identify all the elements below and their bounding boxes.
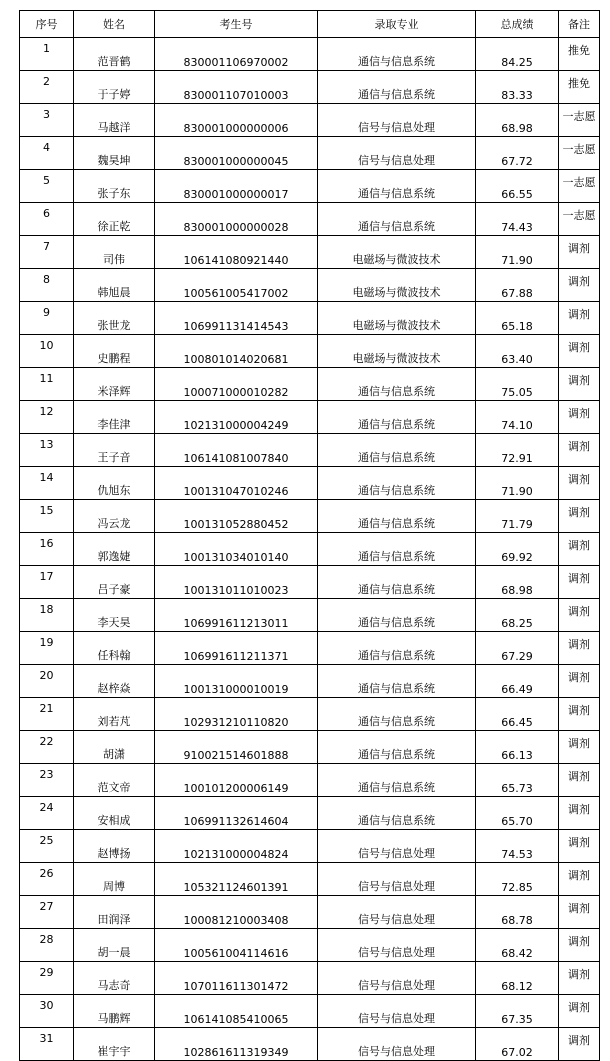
cell-exam-id: 100131047010246 (155, 467, 318, 500)
header-remark: 备注 (559, 11, 600, 38)
cell-remark: 调剂 (559, 995, 600, 1028)
cell-name: 刘若芃 (74, 698, 155, 731)
cell-name: 崔宇宇 (74, 1028, 155, 1061)
cell-name: 史鹏程 (74, 335, 155, 368)
cell-remark: 调剂 (559, 500, 600, 533)
table-row (20, 797, 600, 830)
cell-name: 李佳津 (74, 401, 155, 434)
cell-index: 9 (20, 302, 74, 335)
cell-index: 5 (20, 170, 74, 203)
cell-major: 通信与信息系统 (318, 731, 476, 764)
table-row (20, 599, 600, 632)
cell-remark: 调剂 (559, 731, 600, 764)
cell-name: 郭逸婕 (74, 533, 155, 566)
cell-name: 张世龙 (74, 302, 155, 335)
cell-major: 信号与信息处理 (318, 995, 476, 1028)
cell-remark: 一志愿 (559, 203, 600, 236)
cell-score: 68.78 (476, 896, 559, 929)
cell-score: 71.90 (476, 236, 559, 269)
table-row (20, 632, 600, 665)
cell-major: 信号与信息处理 (318, 1028, 476, 1061)
cell-remark: 调剂 (559, 302, 600, 335)
header-major: 录取专业 (318, 11, 476, 38)
table-row (20, 863, 600, 896)
cell-exam-id: 830001000000017 (155, 170, 318, 203)
cell-major: 通信与信息系统 (318, 170, 476, 203)
cell-exam-id: 106141085410065 (155, 995, 318, 1028)
cell-remark: 调剂 (559, 797, 600, 830)
table-row (20, 236, 600, 269)
table-row (20, 434, 600, 467)
table-row (20, 203, 600, 236)
cell-name: 胡潇 (74, 731, 155, 764)
cell-remark: 调剂 (559, 896, 600, 929)
cell-remark: 调剂 (559, 335, 600, 368)
cell-score: 67.88 (476, 269, 559, 302)
cell-index: 4 (20, 137, 74, 170)
cell-name: 吕子豪 (74, 566, 155, 599)
table-row (20, 962, 600, 995)
table-row (20, 368, 600, 401)
cell-major: 信号与信息处理 (318, 962, 476, 995)
cell-exam-id: 830001000000028 (155, 203, 318, 236)
cell-index: 6 (20, 203, 74, 236)
cell-remark: 调剂 (559, 599, 600, 632)
cell-name: 任科翰 (74, 632, 155, 665)
cell-exam-id: 106991132614604 (155, 797, 318, 830)
cell-exam-id: 106991131414543 (155, 302, 318, 335)
table-row (20, 764, 600, 797)
cell-exam-id: 100101200006149 (155, 764, 318, 797)
cell-major: 电磁场与微波技术 (318, 302, 476, 335)
cell-score: 63.40 (476, 335, 559, 368)
cell-major: 电磁场与微波技术 (318, 269, 476, 302)
table-row (20, 896, 600, 929)
cell-score: 74.10 (476, 401, 559, 434)
cell-score: 72.91 (476, 434, 559, 467)
cell-major: 通信与信息系统 (318, 38, 476, 71)
cell-exam-id: 106991611213011 (155, 599, 318, 632)
cell-major: 电磁场与微波技术 (318, 236, 476, 269)
cell-score: 65.73 (476, 764, 559, 797)
cell-score: 67.02 (476, 1028, 559, 1061)
cell-exam-id: 102131000004249 (155, 401, 318, 434)
cell-index: 28 (20, 929, 74, 962)
cell-index: 14 (20, 467, 74, 500)
cell-major: 通信与信息系统 (318, 632, 476, 665)
header-row (20, 11, 600, 38)
cell-name: 米泽辉 (74, 368, 155, 401)
cell-exam-id: 102131000004824 (155, 830, 318, 863)
cell-remark: 一志愿 (559, 170, 600, 203)
cell-index: 3 (20, 104, 74, 137)
table-body (20, 38, 600, 1061)
cell-name: 周博 (74, 863, 155, 896)
cell-score: 68.42 (476, 929, 559, 962)
cell-major: 电磁场与微波技术 (318, 335, 476, 368)
admission-table (19, 10, 600, 1061)
cell-name: 胡一晨 (74, 929, 155, 962)
cell-remark: 调剂 (559, 698, 600, 731)
cell-exam-id: 106141081007840 (155, 434, 318, 467)
cell-index: 23 (20, 764, 74, 797)
table-row (20, 170, 600, 203)
cell-score: 84.25 (476, 38, 559, 71)
cell-major: 信号与信息处理 (318, 929, 476, 962)
cell-exam-id: 107011611301472 (155, 962, 318, 995)
cell-score: 71.90 (476, 467, 559, 500)
cell-exam-id: 100801014020681 (155, 335, 318, 368)
cell-remark: 调剂 (559, 632, 600, 665)
table-row (20, 830, 600, 863)
cell-name: 司伟 (74, 236, 155, 269)
cell-score: 67.35 (476, 995, 559, 1028)
cell-exam-id: 100131000010019 (155, 665, 318, 698)
table-row (20, 467, 600, 500)
cell-index: 29 (20, 962, 74, 995)
cell-index: 20 (20, 665, 74, 698)
cell-name: 安相成 (74, 797, 155, 830)
table-row (20, 1028, 600, 1061)
cell-name: 仇旭东 (74, 467, 155, 500)
table-row (20, 995, 600, 1028)
cell-exam-id: 102931210110820 (155, 698, 318, 731)
cell-score: 71.79 (476, 500, 559, 533)
cell-score: 65.18 (476, 302, 559, 335)
cell-name: 王子音 (74, 434, 155, 467)
table-row (20, 137, 600, 170)
cell-index: 12 (20, 401, 74, 434)
table-row (20, 566, 600, 599)
cell-score: 68.98 (476, 104, 559, 137)
cell-remark: 调剂 (559, 929, 600, 962)
cell-exam-id: 100561004114616 (155, 929, 318, 962)
cell-remark: 推免 (559, 38, 600, 71)
cell-major: 通信与信息系统 (318, 698, 476, 731)
cell-score: 68.25 (476, 599, 559, 632)
table-row (20, 335, 600, 368)
table-row (20, 71, 600, 104)
cell-score: 72.85 (476, 863, 559, 896)
table-row (20, 38, 600, 71)
cell-score: 75.05 (476, 368, 559, 401)
table-row (20, 533, 600, 566)
cell-major: 通信与信息系统 (318, 401, 476, 434)
table-row (20, 665, 600, 698)
table-row (20, 302, 600, 335)
cell-exam-id: 106991611211371 (155, 632, 318, 665)
cell-score: 67.72 (476, 137, 559, 170)
cell-index: 24 (20, 797, 74, 830)
cell-score: 65.70 (476, 797, 559, 830)
cell-score: 67.29 (476, 632, 559, 665)
header-exam-id: 考生号 (155, 11, 318, 38)
cell-name: 于子婷 (74, 71, 155, 104)
cell-major: 通信与信息系统 (318, 434, 476, 467)
cell-name: 李天昊 (74, 599, 155, 632)
cell-index: 7 (20, 236, 74, 269)
cell-remark: 调剂 (559, 533, 600, 566)
cell-index: 2 (20, 71, 74, 104)
cell-exam-id: 100071000010282 (155, 368, 318, 401)
cell-index: 10 (20, 335, 74, 368)
cell-remark: 调剂 (559, 764, 600, 797)
cell-index: 30 (20, 995, 74, 1028)
cell-index: 21 (20, 698, 74, 731)
table-row (20, 401, 600, 434)
header-index: 序号 (20, 11, 74, 38)
cell-remark: 调剂 (559, 269, 600, 302)
cell-score: 66.13 (476, 731, 559, 764)
cell-exam-id: 830001000000045 (155, 137, 318, 170)
cell-major: 通信与信息系统 (318, 566, 476, 599)
cell-major: 通信与信息系统 (318, 368, 476, 401)
cell-exam-id: 100081210003408 (155, 896, 318, 929)
cell-major: 通信与信息系统 (318, 665, 476, 698)
cell-index: 22 (20, 731, 74, 764)
cell-major: 信号与信息处理 (318, 137, 476, 170)
cell-name: 田润泽 (74, 896, 155, 929)
cell-name: 韩旭晨 (74, 269, 155, 302)
cell-index: 18 (20, 599, 74, 632)
cell-exam-id: 100131011010023 (155, 566, 318, 599)
cell-score: 69.92 (476, 533, 559, 566)
table-row (20, 269, 600, 302)
cell-major: 通信与信息系统 (318, 71, 476, 104)
cell-name: 范文帝 (74, 764, 155, 797)
cell-remark: 调剂 (559, 434, 600, 467)
cell-score: 74.53 (476, 830, 559, 863)
cell-major: 通信与信息系统 (318, 500, 476, 533)
header-name: 姓名 (74, 11, 155, 38)
header-score: 总成绩 (476, 11, 559, 38)
cell-index: 26 (20, 863, 74, 896)
cell-remark: 调剂 (559, 236, 600, 269)
cell-major: 信号与信息处理 (318, 896, 476, 929)
cell-score: 74.43 (476, 203, 559, 236)
cell-exam-id: 105321124601391 (155, 863, 318, 896)
cell-score: 66.55 (476, 170, 559, 203)
cell-index: 17 (20, 566, 74, 599)
cell-name: 徐正乾 (74, 203, 155, 236)
cell-index: 19 (20, 632, 74, 665)
cell-index: 11 (20, 368, 74, 401)
cell-index: 1 (20, 38, 74, 71)
cell-major: 通信与信息系统 (318, 764, 476, 797)
cell-name: 张子东 (74, 170, 155, 203)
cell-index: 25 (20, 830, 74, 863)
cell-exam-id: 106141080921440 (155, 236, 318, 269)
cell-major: 信号与信息处理 (318, 104, 476, 137)
cell-remark: 调剂 (559, 467, 600, 500)
cell-index: 15 (20, 500, 74, 533)
cell-score: 66.45 (476, 698, 559, 731)
cell-name: 范晋鹤 (74, 38, 155, 71)
cell-remark: 调剂 (559, 401, 600, 434)
cell-remark: 调剂 (559, 368, 600, 401)
cell-exam-id: 100131052880452 (155, 500, 318, 533)
cell-remark: 调剂 (559, 566, 600, 599)
cell-remark: 调剂 (559, 962, 600, 995)
cell-remark: 调剂 (559, 1028, 600, 1061)
cell-exam-id: 830001107010003 (155, 71, 318, 104)
cell-remark: 调剂 (559, 830, 600, 863)
cell-exam-id: 910021514601888 (155, 731, 318, 764)
cell-index: 16 (20, 533, 74, 566)
cell-index: 8 (20, 269, 74, 302)
cell-exam-id: 100561005417002 (155, 269, 318, 302)
cell-major: 通信与信息系统 (318, 533, 476, 566)
cell-index: 13 (20, 434, 74, 467)
cell-exam-id: 830001106970002 (155, 38, 318, 71)
cell-major: 信号与信息处理 (318, 830, 476, 863)
cell-score: 68.12 (476, 962, 559, 995)
cell-remark: 推免 (559, 71, 600, 104)
cell-major: 通信与信息系统 (318, 203, 476, 236)
table-row (20, 731, 600, 764)
cell-major: 通信与信息系统 (318, 599, 476, 632)
cell-remark: 一志愿 (559, 104, 600, 137)
cell-name: 魏昊坤 (74, 137, 155, 170)
table-row (20, 104, 600, 137)
cell-exam-id: 830001000000006 (155, 104, 318, 137)
cell-score: 83.33 (476, 71, 559, 104)
cell-major: 通信与信息系统 (318, 467, 476, 500)
cell-remark: 调剂 (559, 863, 600, 896)
cell-name: 马越洋 (74, 104, 155, 137)
cell-name: 冯云龙 (74, 500, 155, 533)
cell-remark: 一志愿 (559, 137, 600, 170)
cell-remark: 调剂 (559, 665, 600, 698)
cell-name: 赵梓焱 (74, 665, 155, 698)
table-row (20, 500, 600, 533)
cell-major: 通信与信息系统 (318, 797, 476, 830)
cell-exam-id: 100131034010140 (155, 533, 318, 566)
cell-name: 赵博扬 (74, 830, 155, 863)
cell-score: 66.49 (476, 665, 559, 698)
table-row (20, 698, 600, 731)
cell-exam-id: 102861611319349 (155, 1028, 318, 1061)
cell-name: 马鹏辉 (74, 995, 155, 1028)
cell-major: 信号与信息处理 (318, 863, 476, 896)
cell-index: 27 (20, 896, 74, 929)
cell-name: 马志奇 (74, 962, 155, 995)
cell-score: 68.98 (476, 566, 559, 599)
cell-index: 31 (20, 1028, 74, 1061)
